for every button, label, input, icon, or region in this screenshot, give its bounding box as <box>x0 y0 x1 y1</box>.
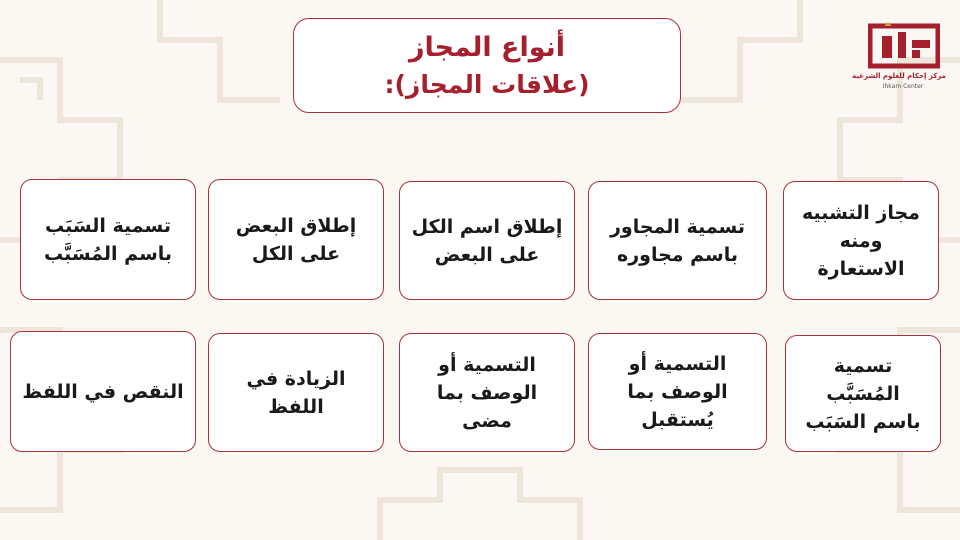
logo-subtitle: Ihkam Center <box>882 83 924 90</box>
center-logo <box>852 22 946 94</box>
title-box <box>293 18 681 113</box>
card-line: إطلاق البعض <box>235 214 357 237</box>
card-line: باسم المُسَبَّب <box>43 242 173 265</box>
card-cause-for-effect <box>20 179 196 300</box>
card-neighbor-naming <box>588 181 767 300</box>
page-title: أنواع المجاز <box>408 31 566 63</box>
card-effect-for-cause <box>785 335 941 452</box>
card-line: يُستقبل <box>641 408 714 431</box>
card-part-for-whole <box>208 179 384 300</box>
card-addition-in-wording <box>208 333 384 452</box>
card-line: الوصف بما <box>436 381 538 404</box>
page-subtitle: (علاقات المجاز): <box>384 69 590 99</box>
card-line: باسم مجاوره <box>616 243 739 266</box>
card-line: على الكل <box>251 242 341 265</box>
card-line: مجاز التشبيه <box>802 201 920 224</box>
card-line: ومنه الاستعارة <box>817 229 905 280</box>
card-line: تسمية السَبَب <box>45 214 171 237</box>
card-line: النقص في اللفظ <box>22 380 184 403</box>
card-line: مضى <box>462 409 512 432</box>
card-line: التسمية أو <box>438 353 536 376</box>
card-future-naming <box>588 333 767 450</box>
card-line: على البعض <box>434 243 540 266</box>
card-whole-for-part <box>399 181 575 300</box>
card-line: إطلاق اسم الكل <box>411 215 563 238</box>
card-line: التسمية أو <box>628 352 727 375</box>
logo-mark-icon <box>868 22 940 70</box>
card-line: تسمية المُسَبَّب <box>826 354 900 405</box>
card-omission-in-wording <box>10 331 196 452</box>
card-metaphor-similarity <box>783 181 939 300</box>
logo-name: مركز إحكام للعلوم الشرعية <box>852 72 946 80</box>
card-line: تسمية المجاور <box>609 215 746 238</box>
card-past-naming <box>399 333 575 452</box>
card-line: الوصف بما <box>627 380 728 403</box>
card-line: الزيادة في اللفظ <box>246 367 346 418</box>
card-line: باسم السَبَب <box>805 410 921 433</box>
